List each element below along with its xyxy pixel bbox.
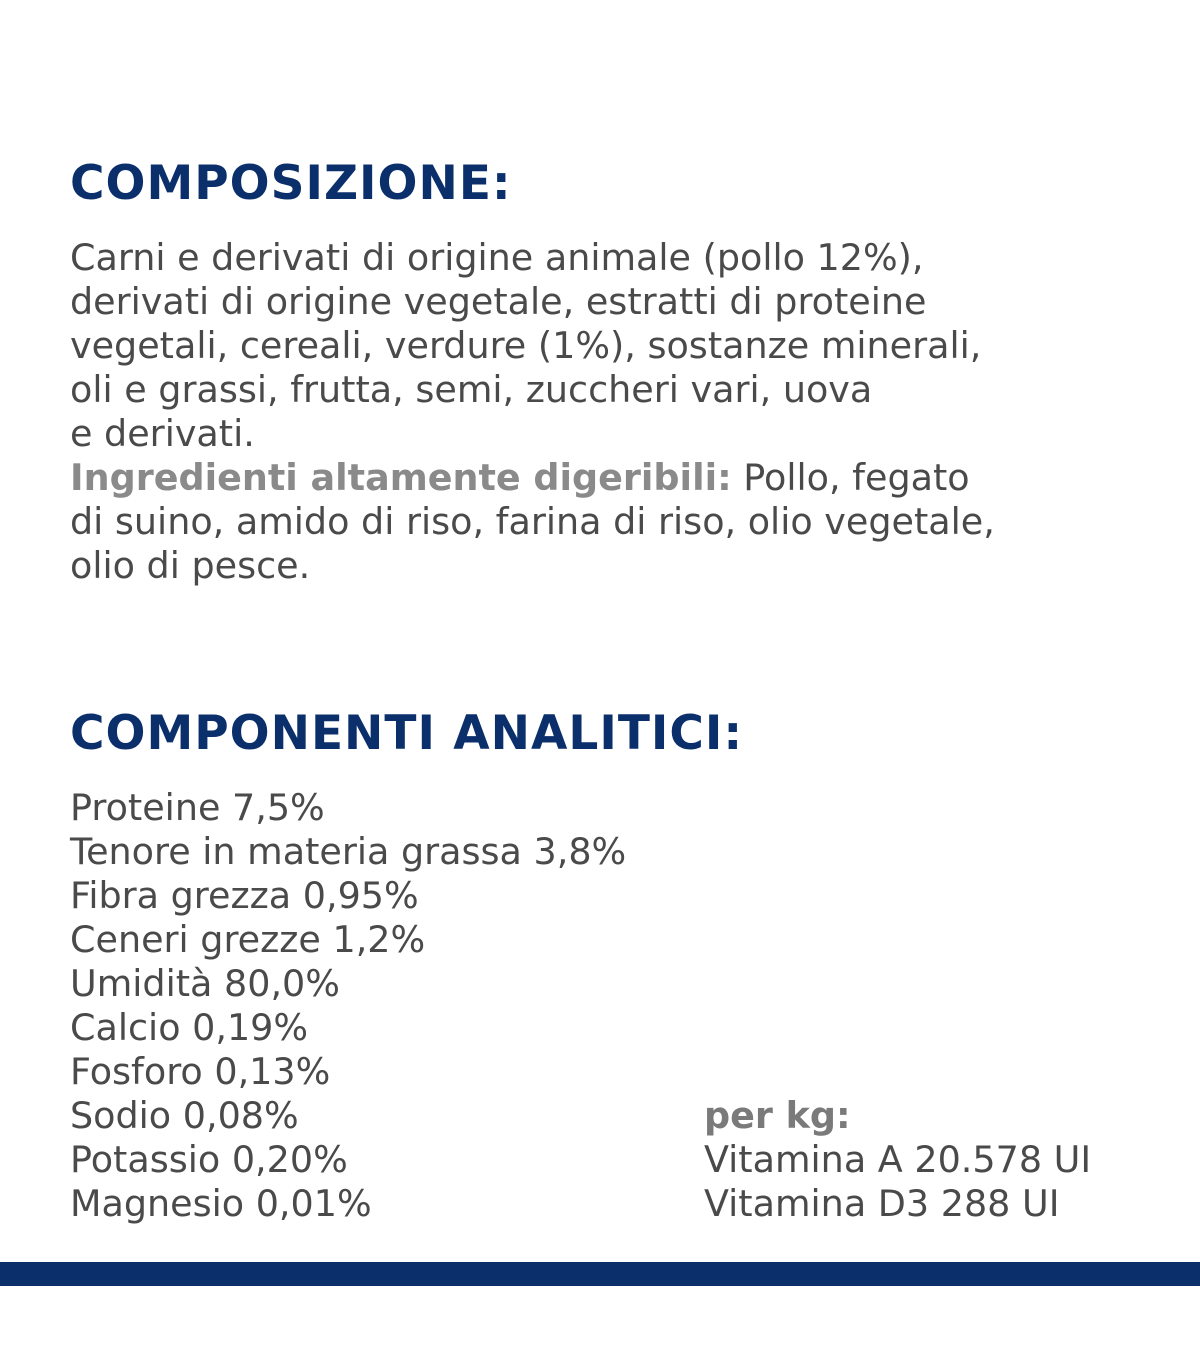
analytic-item: Fosforo 0,13% <box>70 1050 331 1093</box>
composition-line: oli e grassi, frutta, semi, zuccheri vari, uova <box>70 368 873 411</box>
analytic-item: Fibra grezza 0,95% <box>70 874 419 917</box>
analytic-heading: COMPONENTI ANALITICI: <box>70 706 744 761</box>
digestible-line <box>70 456 1170 500</box>
analytic-item: Calcio 0,19% <box>70 1006 309 1049</box>
analytic-item: Tenore in materia grassa 3,8% <box>70 830 627 873</box>
composition-text <box>70 236 1170 588</box>
per-kg-label: per kg: <box>704 1094 851 1137</box>
vitamin-item: Vitamina A 20.578 UI <box>704 1138 1092 1181</box>
digestible-line: di suino, amido di riso, farina di riso, olio vegetale, <box>70 500 995 543</box>
composition-line: e derivati. <box>70 412 255 455</box>
composition-line: derivati di origine vegetale, estratti di proteine <box>70 280 927 323</box>
composition-line: vegetali, cereali, verdure (1%), sostanze minerali, <box>70 324 982 367</box>
digestible-line: olio di pesce. <box>70 544 311 587</box>
per-kg-block <box>704 1094 1091 1226</box>
digestible-text: Pollo, fegato <box>731 456 970 499</box>
bottom-bar <box>0 1262 1200 1286</box>
digestible-label: Ingredienti altamente digeribili: <box>70 456 732 499</box>
analytic-item: Magnesio 0,01% <box>70 1182 372 1225</box>
analytic-item: Potassio 0,20% <box>70 1138 348 1181</box>
vitamin-item: Vitamina D3 288 UI <box>704 1182 1060 1225</box>
composition-heading: COMPOSIZIONE: <box>70 156 512 211</box>
analytic-item: Sodio 0,08% <box>70 1094 299 1137</box>
analytic-item: Umidità 80,0% <box>70 962 340 1005</box>
analytic-list <box>70 786 626 1226</box>
composition-line: Carni e derivati di origine animale (pollo 12%), <box>70 236 924 279</box>
analytic-item: Ceneri grezze 1,2% <box>70 918 426 961</box>
analytic-item: Proteine 7,5% <box>70 786 325 829</box>
